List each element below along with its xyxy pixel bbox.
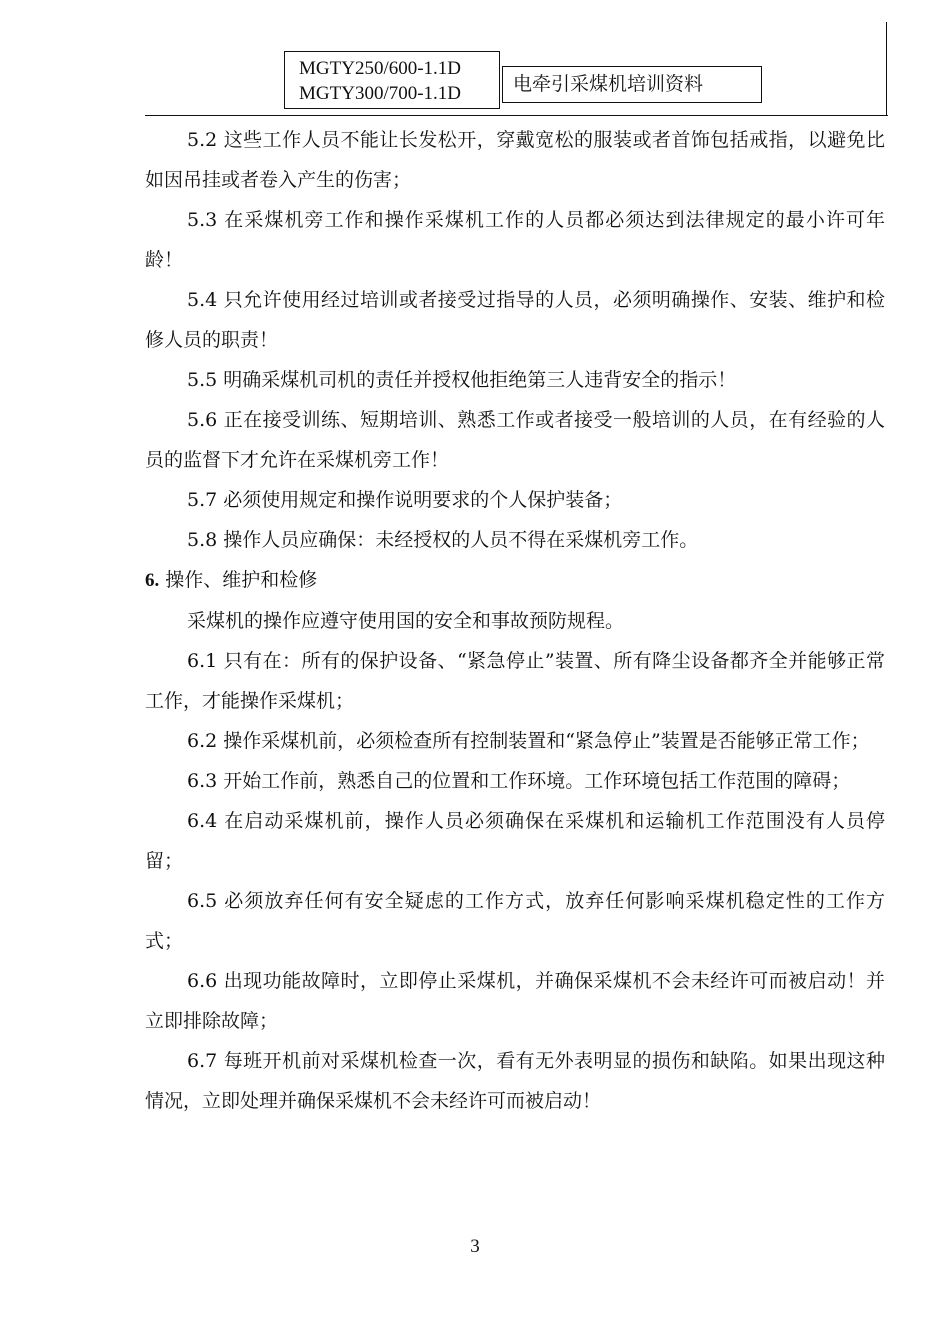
model-number-box [284,51,500,109]
paragraph-6-4: 6.4 在启动采煤机前，操作人员必须确保在采煤机和运输机工作范围没有人员停留； [145,810,885,872]
page-number: 3 [470,1236,480,1257]
header-divider [145,115,888,116]
paragraph-5-8: 5.8 操作人员应确保：未经授权的人员不得在采煤机旁工作。 [187,529,699,551]
paragraph-6-6: 6.6 出现功能故障时，立即停止采煤机，并确保采煤机不会未经许可而被启动！并立即排除故障； [145,970,885,1032]
paragraph-6-7: 6.7 每班开机前对采煤机检查一次，看有无外表明显的损伤和缺陷。如果出现这种情况，立即处理并确保采煤机不会未经许可而被启动！ [145,1050,885,1112]
paragraph-5-4: 5.4 只允许使用经过培训或者接受过指导的人员，必须明确操作、安装、维护和检修人员的职责！ [145,289,885,351]
document-title: 电牵引采煤机培训资料 [513,73,704,95]
section-6-intro: 采煤机的操作应遵守使用国的安全和事故预防规程。 [187,610,625,632]
model-number-1: MGTY250/600-1.1D [299,58,462,79]
paragraph-6-3: 6.3 开始工作前，熟悉自己的位置和工作环境。工作环境包括工作范围的障碍； [187,770,851,792]
paragraph-6-1: 6.1 只有在：所有的保护设备、“紧急停止”装置、所有降尘设备都齐全并能够正常工作，才能操作采煤机； [145,650,885,712]
paragraph-5-7: 5.7 必须使用规定和操作说明要求的个人保护装备； [187,489,623,511]
model-number-2: MGTY300/700-1.1D [299,83,462,104]
paragraph-5-2: 5.2 这些工作人员不能让长发松开，穿戴宽松的服装或者首饰包括戒指，以避免比如因吊挂或者卷入产生的伤害； [145,129,885,191]
paragraph-6-5: 6.5 必须放弃任何有安全疑虑的工作方式，放弃任何影响采煤机稳定性的工作方式； [145,890,885,952]
header-right-rule [886,22,887,116]
page-body [145,120,885,1121]
paragraph-5-6: 5.6 正在接受训练、短期培训、熟悉工作或者接受一般培训的人员，在有经验的人员的监督下才允许在采煤机旁工作！ [145,409,885,471]
section-6-number: 6. [145,570,160,591]
document-title-box [502,66,762,103]
section-6-heading [145,560,885,601]
paragraph-6-2: 6.2 操作采煤机前，必须检查所有控制装置和“紧急停止”装置是否能够正常工作； [187,730,870,752]
paragraph-5-5: 5.5 明确采煤机司机的责任并授权他拒绝第三人违背安全的指示！ [187,369,737,391]
paragraph-5-3: 5.3 在采煤机旁工作和操作采煤机工作的人员都必须达到法律规定的最小许可年龄！ [145,209,885,271]
section-6-title: 操作、维护和检修 [165,569,318,591]
